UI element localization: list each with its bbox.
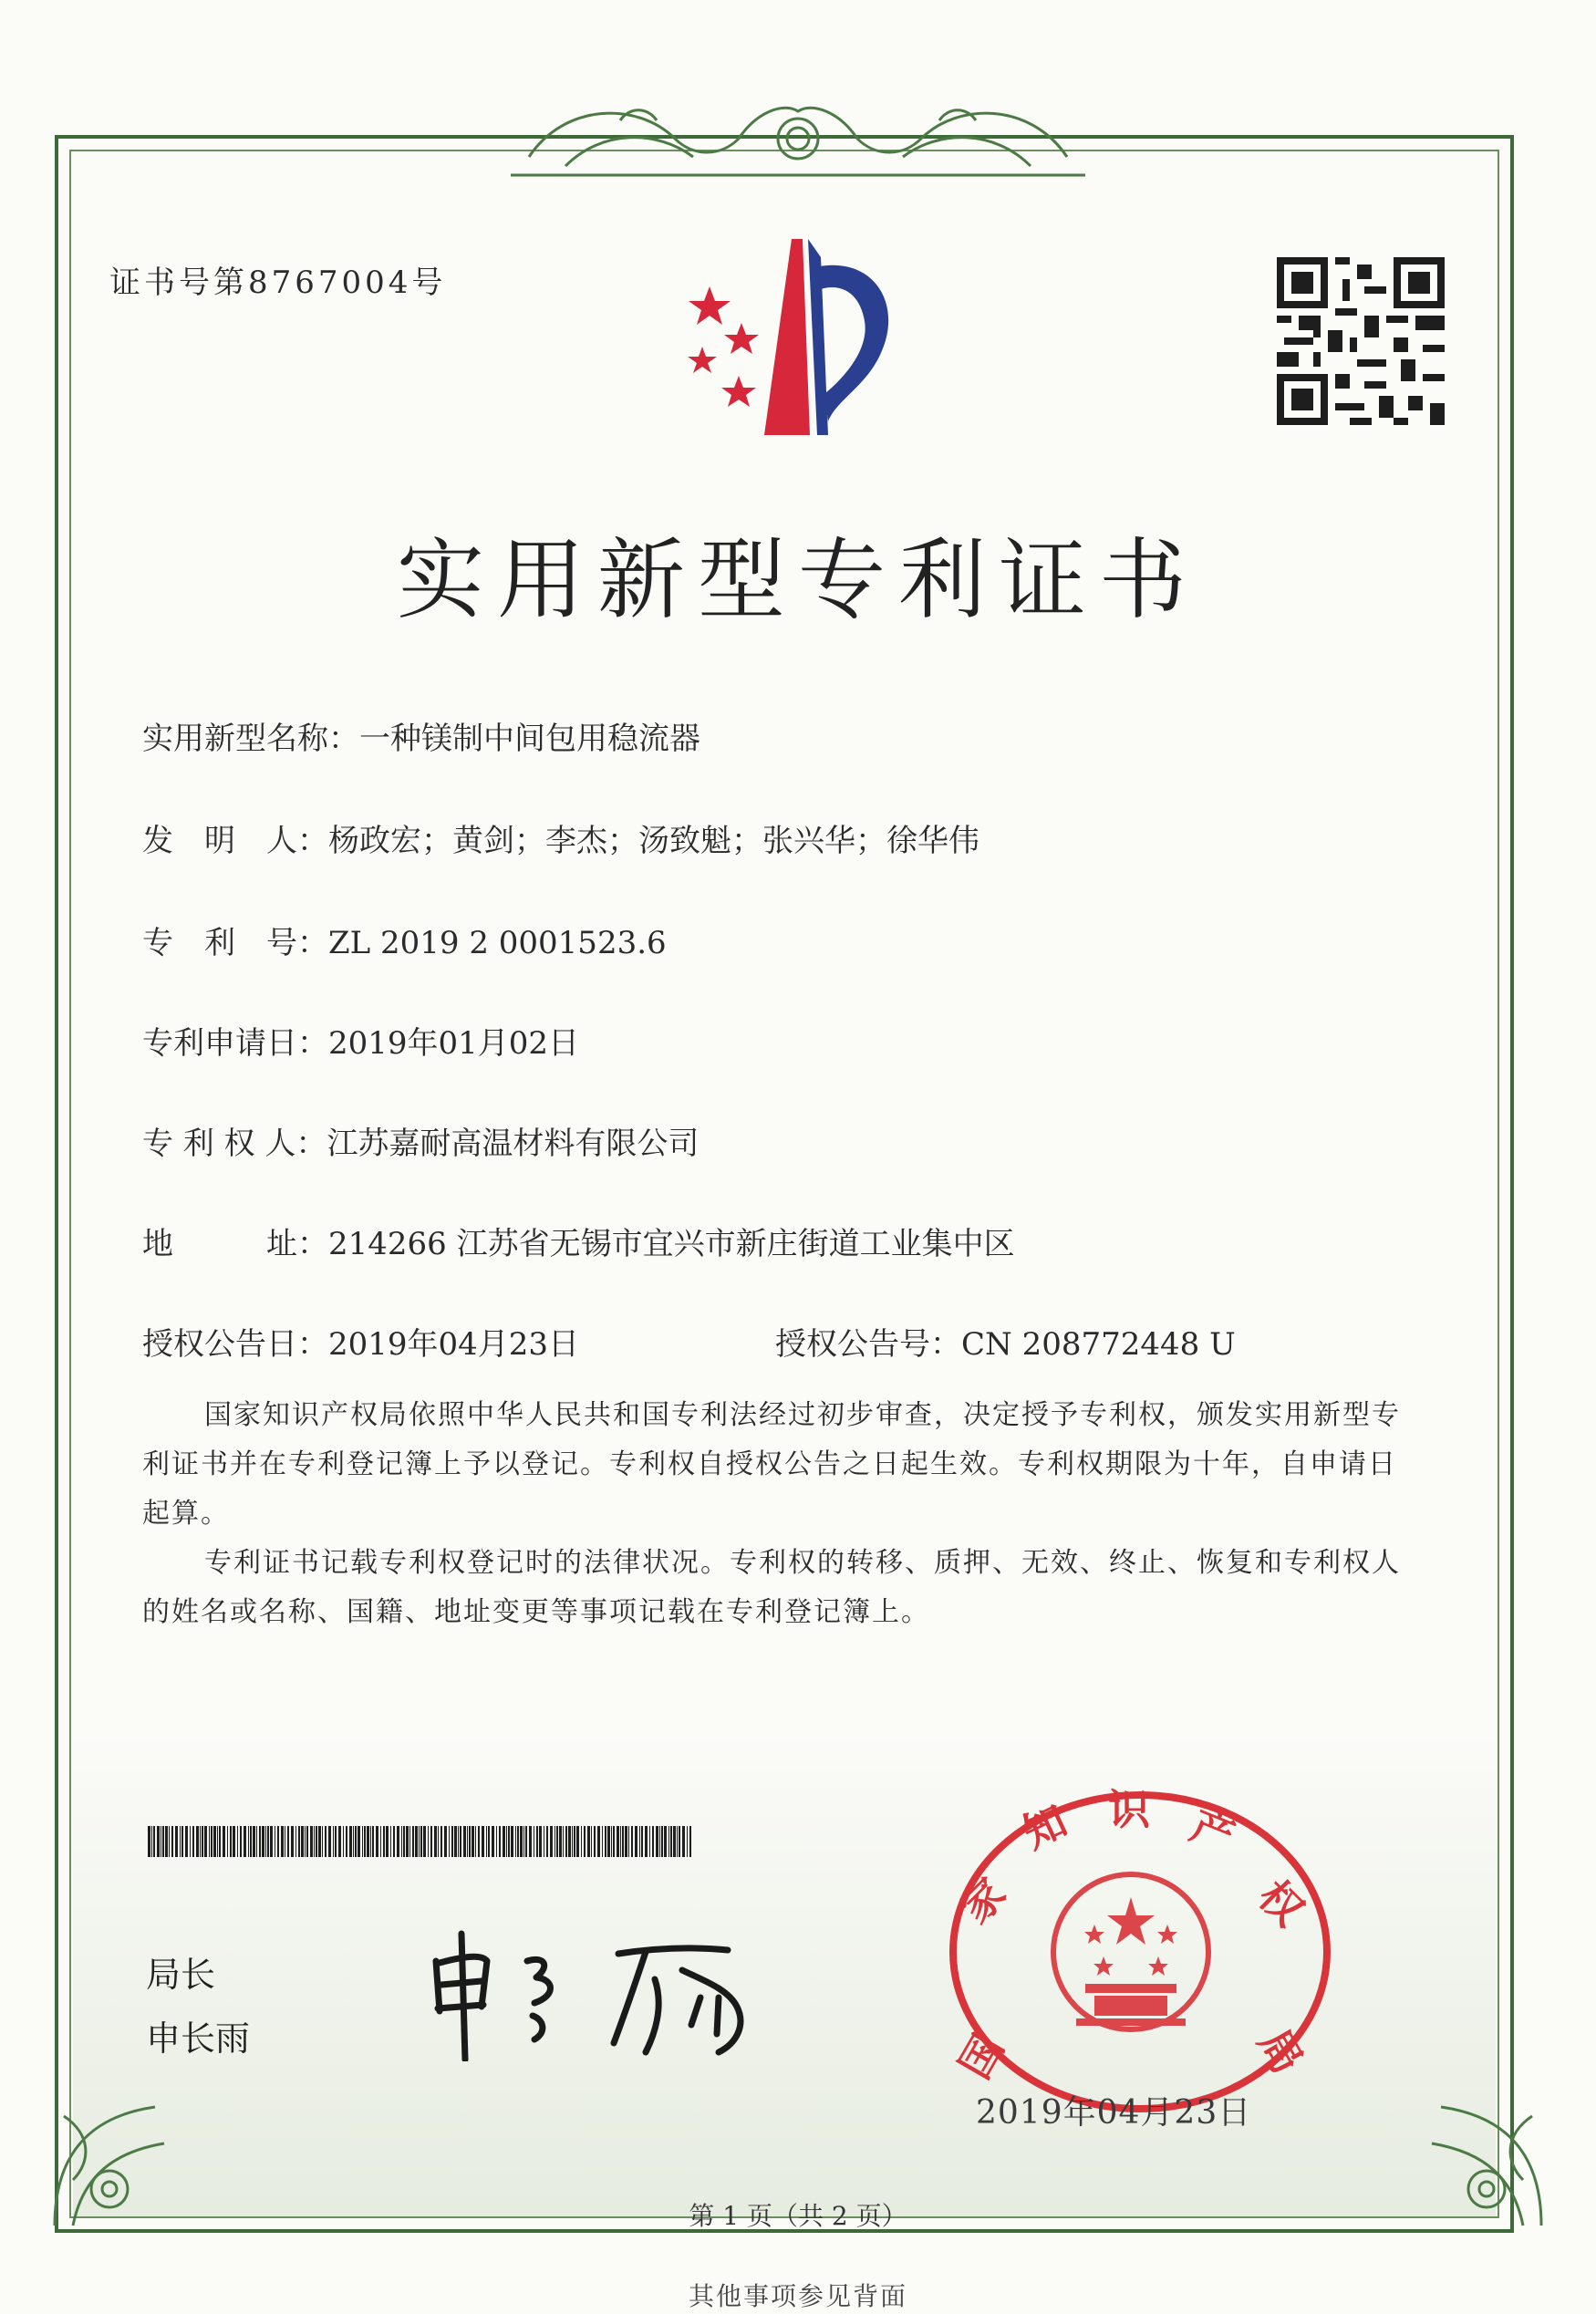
barcode — [148, 1826, 695, 1857]
svg-text:识: 识 — [1108, 1788, 1150, 1834]
field-address — [142, 1219, 1015, 1263]
qr-code — [1277, 257, 1445, 425]
field-label: 发 明 人： — [142, 823, 328, 859]
field-value: 2019年01月02日 — [328, 1025, 580, 1062]
field-value: ZL 2019 2 0001523.6 — [328, 925, 667, 961]
field-grant-number — [775, 1319, 1236, 1364]
certificate-number: 证书号第8767004号 — [109, 265, 447, 301]
field-utility-model-name — [142, 713, 700, 758]
director-title: 局长 — [146, 1955, 216, 1995]
field-label: 地 址： — [142, 1226, 328, 1262]
director-block — [146, 1943, 250, 2070]
official-seal — [939, 1788, 1341, 2116]
field-grant-date — [142, 1319, 579, 1364]
field-value: 一种镁制中间包用稳流器 — [359, 721, 700, 757]
field-label: 授权公告日： — [142, 1326, 328, 1363]
svg-text:知: 知 — [1015, 1795, 1074, 1859]
field-patent-number — [142, 918, 667, 962]
cnipa-logo — [655, 239, 928, 449]
svg-text:家: 家 — [950, 1868, 1016, 1933]
statement-paragraphs — [142, 1391, 1419, 1637]
certificate-title: 实用新型专利证书 — [397, 529, 1199, 631]
svg-text:权: 权 — [1249, 1871, 1314, 1935]
field-label: 授权公告号： — [775, 1326, 961, 1363]
field-inventors — [142, 815, 979, 860]
field-label: 专利申请日： — [142, 1025, 328, 1062]
field-value: 214266 江苏省无锡市宜兴市新庄街道工业集中区 — [328, 1226, 1015, 1262]
statement-paragraph: 专利证书记载专利权登记时的法律状况。专利权的转移、质押、无效、终止、恢复和专利权人的姓名或名称、国籍、地址变更等事项记载在专利登记簿上。 — [142, 1547, 1401, 1628]
svg-text:国: 国 — [949, 2025, 1014, 2087]
field-value: CN 208772448 U — [961, 1326, 1236, 1363]
footer-note: 其他事项参见背面 — [688, 2281, 907, 2311]
statement-paragraph: 国家知识产权局依照中华人民共和国专利法经过初步审查，决定授予专利权，颁发实用新型专利证书并在专利登记簿上予以登记。专利权自授权公告之日起生效。专利权期限为十年，自申请日起算。 — [142, 1399, 1401, 1530]
director-name: 申长雨 — [146, 2018, 251, 2059]
director-signature — [427, 1925, 773, 2061]
field-value: 江苏嘉耐高温材料有限公司 — [326, 1126, 700, 1162]
page-number: 第 1 页（共 2 页） — [689, 2201, 907, 2231]
svg-text:局: 局 — [1249, 2020, 1313, 2082]
field-filing-date — [142, 1018, 579, 1063]
seal-date: 2019年04月23日 — [976, 2094, 1252, 2132]
field-value: 杨政宏；黄剑；李杰；汤致魁；张兴华；徐华伟 — [328, 823, 979, 859]
field-value: 2019年04月23日 — [328, 1326, 580, 1363]
top-ornament — [511, 84, 1085, 184]
field-patentee — [142, 1118, 699, 1163]
field-label: 专 利 权 人： — [142, 1126, 327, 1162]
svg-text:产: 产 — [1184, 1800, 1242, 1863]
field-label: 实用新型名称： — [142, 721, 359, 757]
field-label: 专 利 号： — [142, 925, 328, 961]
